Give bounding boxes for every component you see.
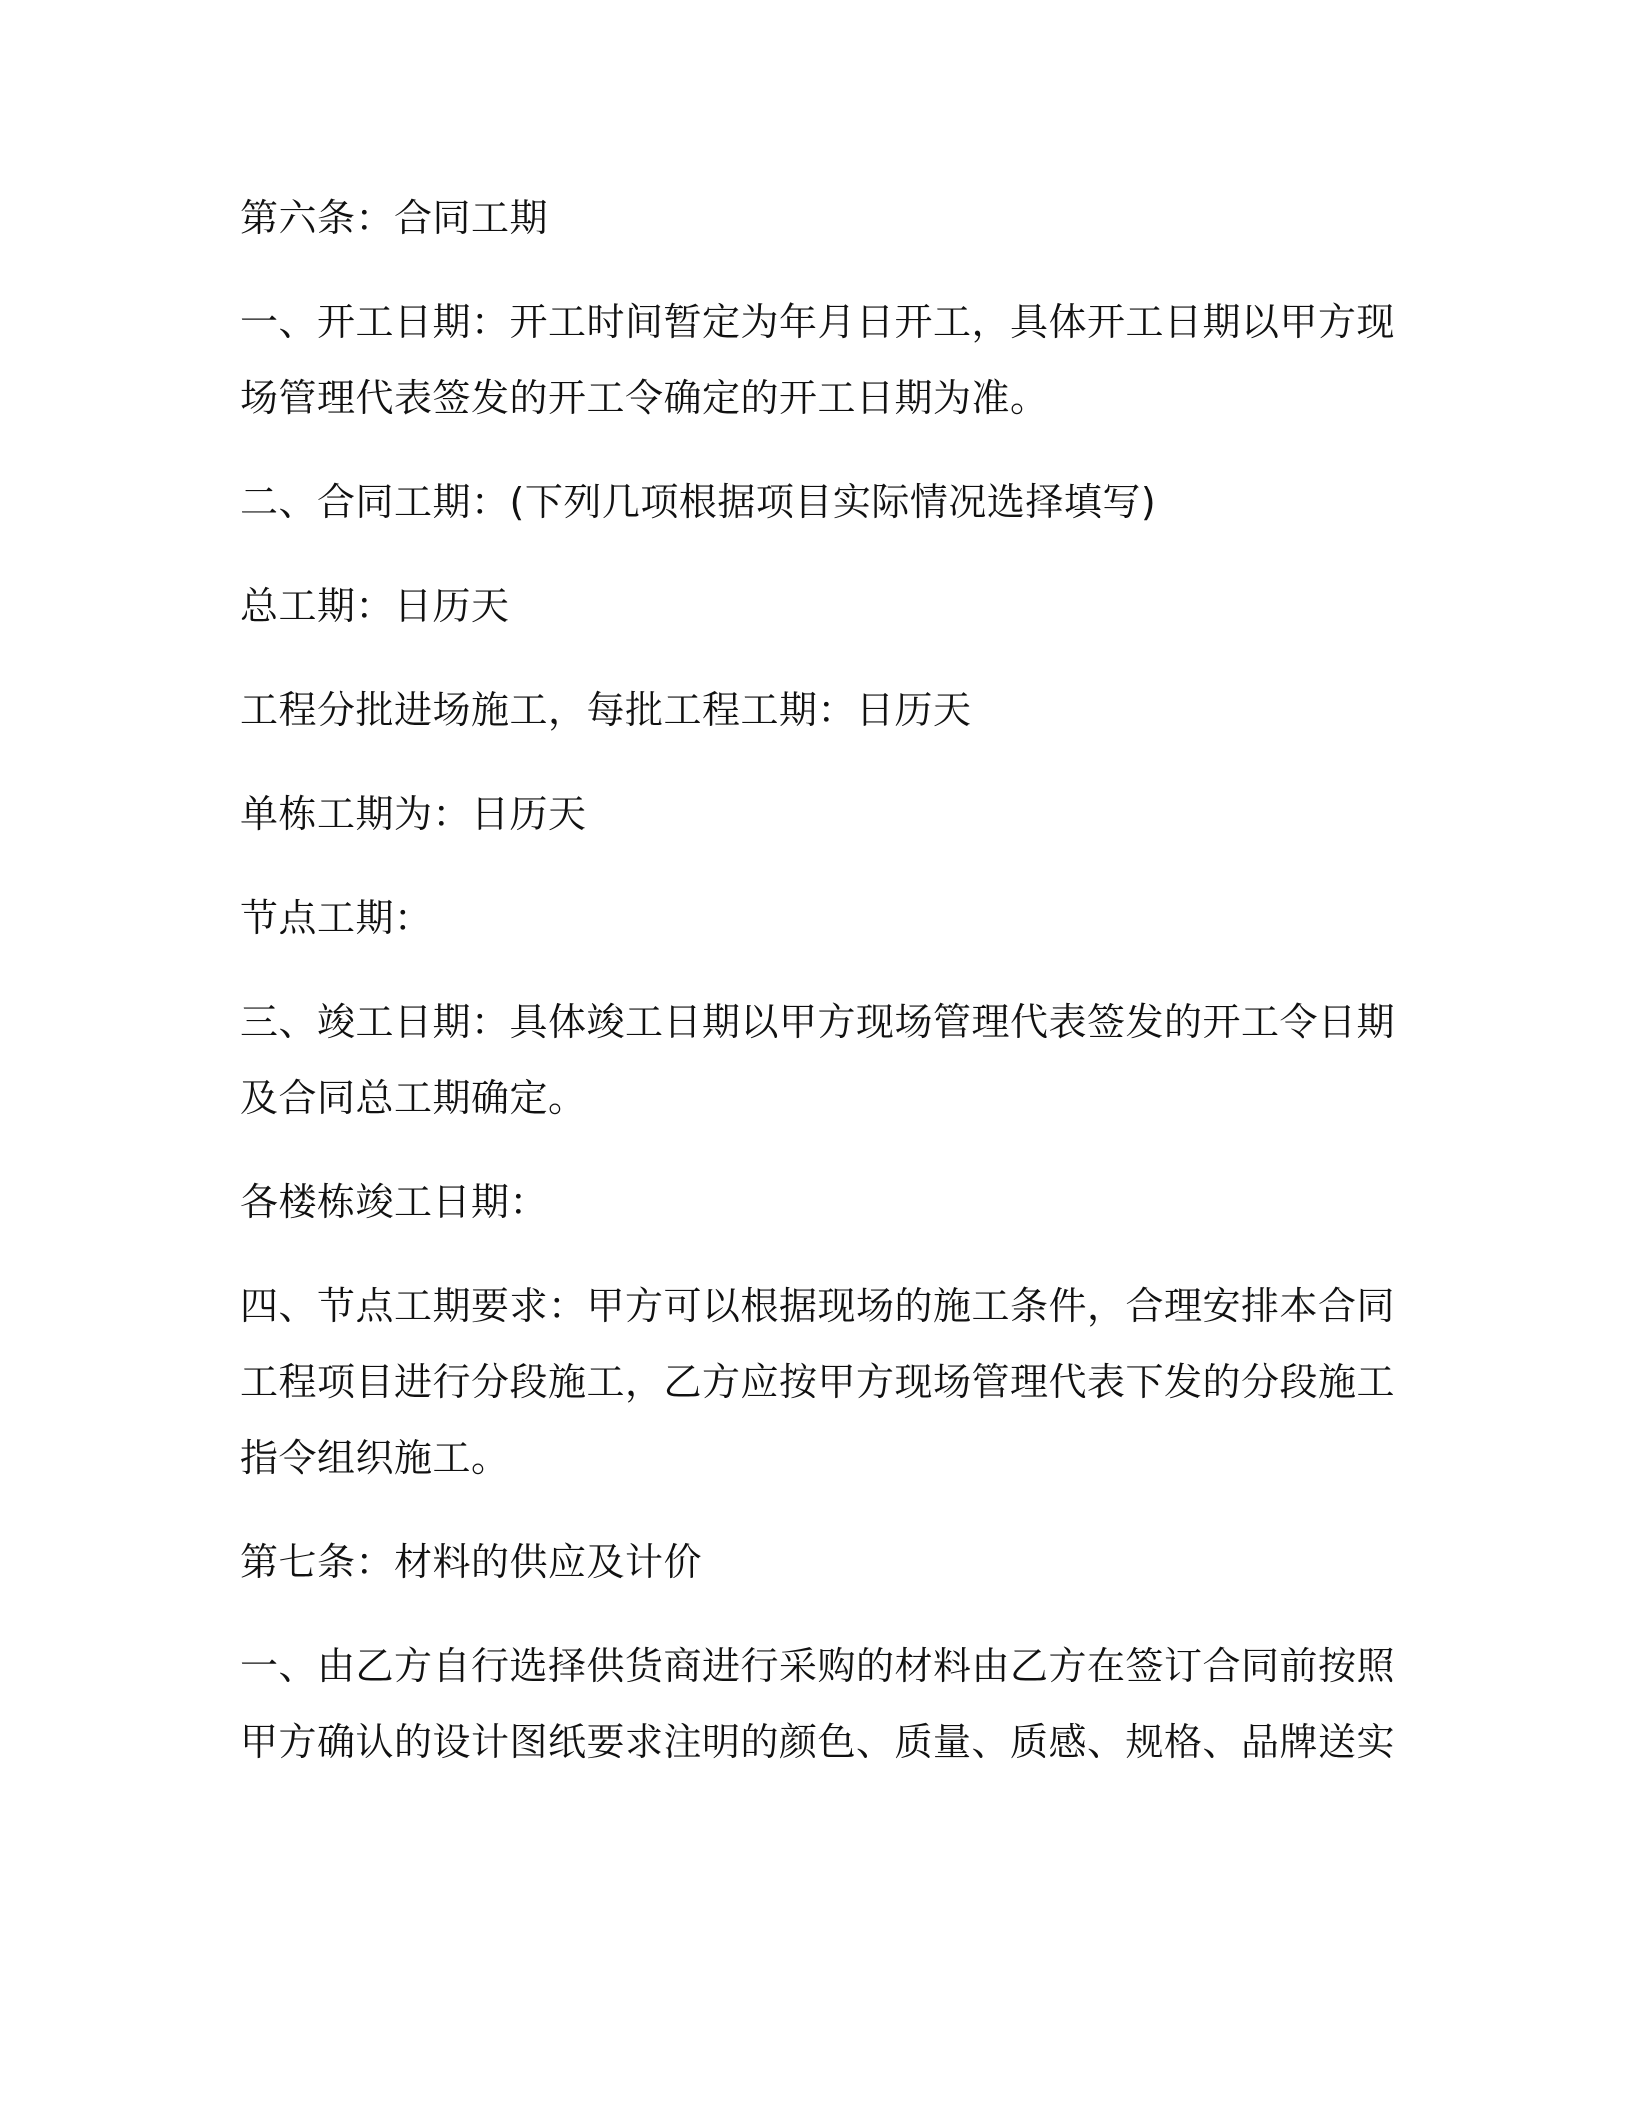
milestone-period-line: 节点工期： [240, 896, 433, 940]
batch-period-line: 工程分批进场施工，每批工程工期：日历天 [240, 688, 972, 732]
completion-date-clause-line-2: 及合同总工期确定。 [240, 1076, 587, 1120]
building-completion-date-line: 各楼栋竣工日期： [240, 1180, 549, 1224]
contract-period-clause: 二、合同工期：(下列几项根据项目实际情况选择填写) [240, 480, 1157, 524]
material-supply-clause-line-1: 一、由乙方自行选择供货商进行采购的材料由乙方在签订合同前按照 [240, 1644, 1396, 1688]
milestone-requirement-line-3: 指令组织施工。 [240, 1436, 510, 1480]
milestone-requirement-line-2: 工程项目进行分段施工，乙方应按甲方现场管理代表下发的分段施工 [240, 1360, 1396, 1404]
milestone-requirement-line-1: 四、节点工期要求：甲方可以根据现场的施工条件，合理安排本合同 [240, 1284, 1396, 1328]
single-building-period-line: 单栋工期为：日历天 [240, 792, 587, 836]
material-supply-clause-line-2: 甲方确认的设计图纸要求注明的颜色、质量、质感、规格、品牌送实 [240, 1720, 1396, 1764]
total-period-line: 总工期：日历天 [240, 584, 510, 628]
article-7-heading: 第七条：材料的供应及计价 [240, 1540, 703, 1584]
article-6-heading: 第六条：合同工期 [240, 196, 549, 240]
start-date-clause-line-2: 场管理代表签发的开工令确定的开工日期为准。 [240, 376, 1049, 420]
completion-date-clause-line-1: 三、竣工日期：具体竣工日期以甲方现场管理代表签发的开工令日期 [240, 1000, 1396, 1044]
start-date-clause-line-1: 一、开工日期：开工时间暂定为年月日开工，具体开工日期以甲方现 [240, 300, 1396, 344]
